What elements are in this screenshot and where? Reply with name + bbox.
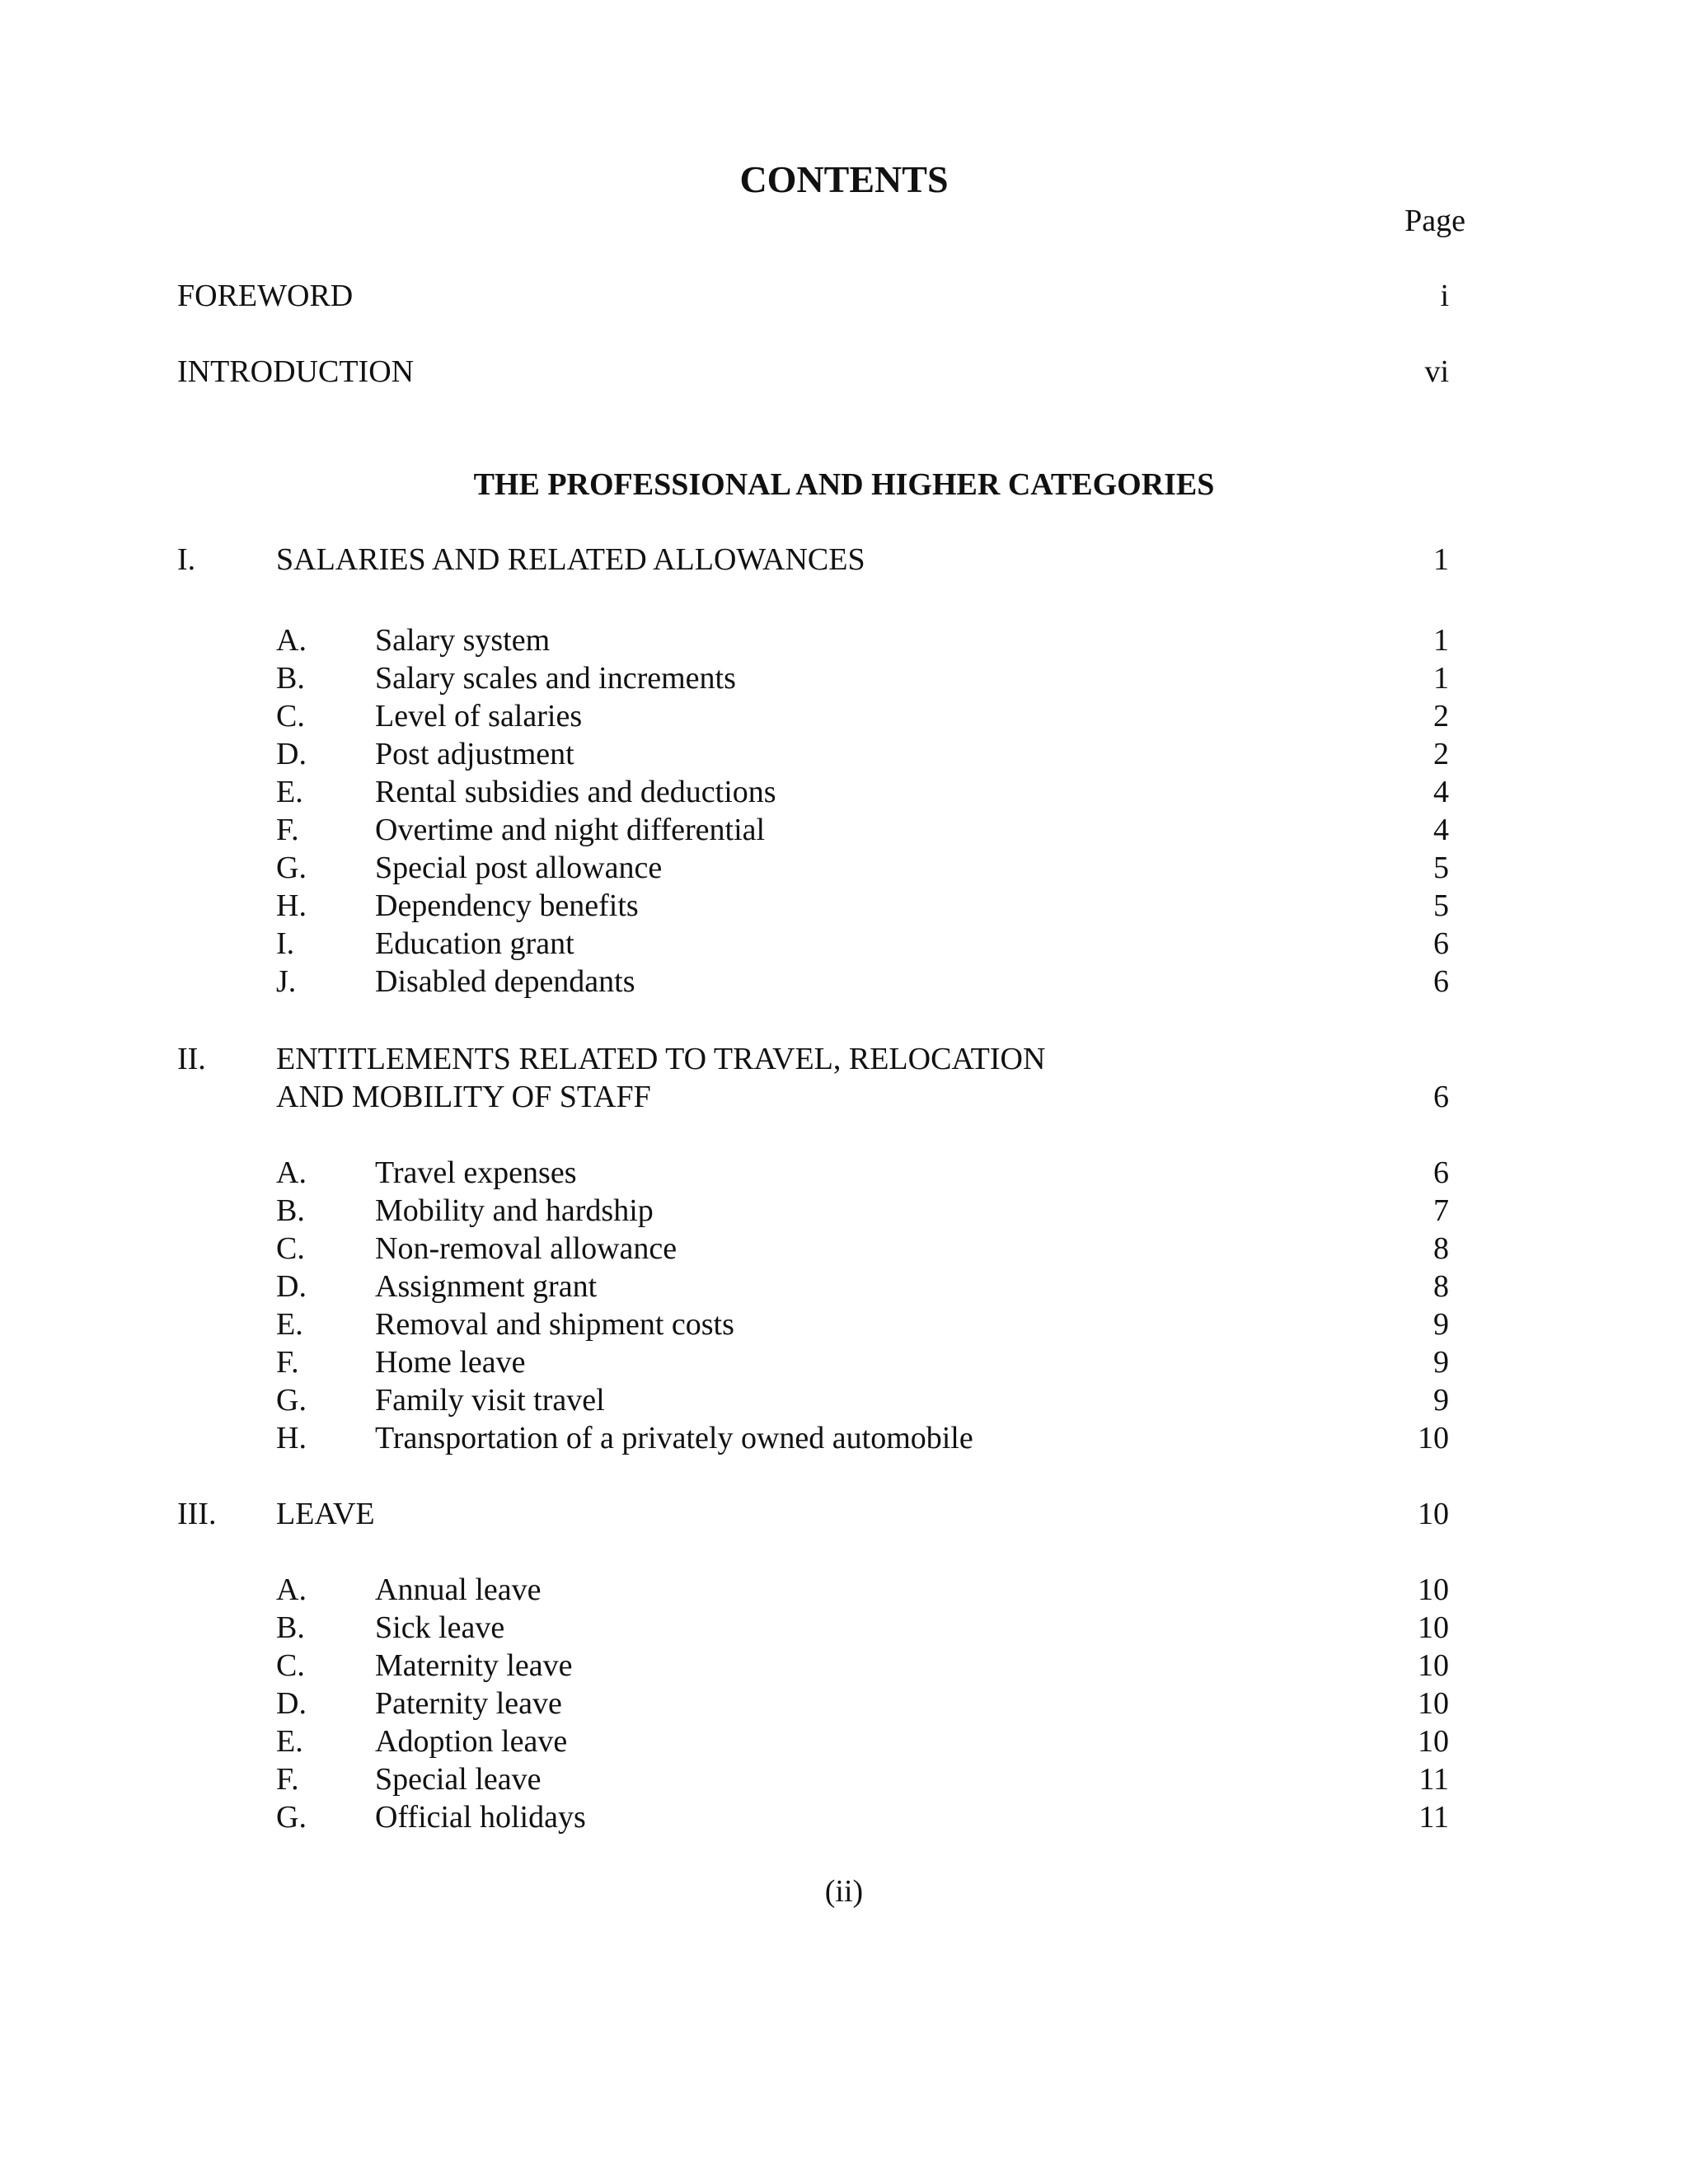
section-letter: E. — [276, 1724, 303, 1759]
section-title: Transportation of a privately owned automobile — [375, 1421, 973, 1455]
section-page: 1 — [1433, 623, 1449, 658]
section-page: 10 — [1418, 1724, 1449, 1759]
section-page: 9 — [1433, 1307, 1449, 1342]
section-letter: A. — [276, 623, 307, 658]
section-letter: B. — [276, 1193, 305, 1228]
section-page: 5 — [1433, 851, 1449, 885]
section-page: 2 — [1433, 699, 1449, 733]
section-page: 4 — [1433, 813, 1449, 847]
toc-section — [0, 735, 1688, 773]
toc-section — [0, 1192, 1688, 1230]
section-letter: G. — [276, 851, 307, 885]
section-page: 6 — [1433, 1155, 1449, 1190]
section-page: 9 — [1433, 1345, 1449, 1380]
section-title: Salary scales and increments — [375, 661, 736, 696]
section-title: Disabled dependants — [375, 964, 635, 999]
section-page: 10 — [1418, 1648, 1449, 1683]
section-letter: A. — [276, 1155, 307, 1190]
section-title: Level of salaries — [375, 699, 583, 733]
section-letter: A. — [276, 1572, 307, 1607]
section-letter: C. — [276, 699, 305, 733]
section-page: 6 — [1433, 964, 1449, 999]
chapter-page: 6 — [1433, 1080, 1449, 1114]
toc-entry-foreword — [0, 277, 1688, 315]
toc-section — [0, 1571, 1688, 1609]
toc-section — [0, 887, 1688, 925]
section-page: 2 — [1433, 737, 1449, 771]
chapter-numeral: II. — [177, 1042, 206, 1076]
section-page: 4 — [1433, 775, 1449, 809]
section-page: 9 — [1433, 1383, 1449, 1418]
section-letter: E. — [276, 775, 303, 809]
toc-section — [0, 1381, 1688, 1419]
section-page: 10 — [1418, 1610, 1449, 1645]
section-title: Paternity leave — [375, 1686, 562, 1721]
toc-section — [0, 925, 1688, 963]
section-letter: F. — [276, 813, 299, 847]
section-title: Assignment grant — [375, 1269, 598, 1304]
section-title: Travel expenses — [375, 1155, 577, 1190]
section-title: Official holidays — [375, 1800, 586, 1835]
section-letter: H. — [276, 888, 307, 923]
section-page: 10 — [1418, 1421, 1449, 1455]
section-letter: H. — [276, 1421, 307, 1455]
toc-section — [0, 773, 1688, 811]
toc-entry-label: INTRODUCTION — [177, 354, 415, 389]
section-page: 6 — [1433, 926, 1449, 961]
section-page: 10 — [1418, 1572, 1449, 1607]
section-letter: C. — [276, 1648, 305, 1683]
chapter-page: 1 — [1433, 542, 1449, 577]
toc-entry-page: i — [1440, 279, 1449, 313]
section-letter: J. — [276, 964, 297, 999]
page-number-footer: (ii) — [824, 1874, 864, 1909]
section-letter: I. — [276, 926, 295, 961]
chapter-numeral: III. — [177, 1497, 217, 1531]
section-letter: G. — [276, 1800, 307, 1835]
section-letter: B. — [276, 661, 305, 696]
toc-section — [0, 963, 1688, 1001]
chapter-title: LEAVE — [276, 1497, 375, 1531]
toc-chapter-1 — [0, 541, 1688, 579]
toc-chapter-2 — [0, 1040, 1688, 1078]
section-page: 1 — [1433, 661, 1449, 696]
section-letter: C. — [276, 1231, 305, 1266]
toc-section — [0, 811, 1688, 849]
section-page: 10 — [1418, 1686, 1449, 1721]
section-letter: B. — [276, 1610, 305, 1645]
toc-entry-label: FOREWORD — [177, 279, 354, 313]
toc-section — [0, 849, 1688, 887]
section-letter: D. — [276, 1686, 307, 1721]
toc-section — [0, 697, 1688, 735]
page-title: CONTENTS — [739, 158, 949, 200]
section-title: Mobility and hardship — [375, 1193, 654, 1228]
section-page: 8 — [1433, 1231, 1449, 1266]
section-title: Home leave — [375, 1345, 526, 1380]
section-title: Family visit travel — [375, 1383, 605, 1418]
chapter-title: SALARIES AND RELATED ALLOWANCES — [276, 542, 865, 577]
section-title: Dependency benefits — [375, 888, 639, 923]
category-heading: THE PROFESSIONAL AND HIGHER CATEGORIES — [473, 467, 1215, 502]
toc-section — [0, 659, 1688, 697]
section-letter: D. — [276, 1269, 307, 1304]
section-page: 7 — [1433, 1193, 1449, 1228]
toc-section — [0, 1268, 1688, 1305]
chapter-numeral: I. — [177, 542, 196, 577]
section-title: Removal and shipment costs — [375, 1307, 734, 1342]
section-title: Maternity leave — [375, 1648, 573, 1683]
section-title: Non-removal allowance — [375, 1231, 678, 1266]
chapter-title-line-2: AND MOBILITY OF STAFF — [276, 1080, 651, 1114]
chapter-title-line-1: ENTITLEMENTS RELATED TO TRAVEL, RELOCATION — [276, 1042, 1046, 1076]
toc-section — [0, 1305, 1688, 1343]
section-title: Post adjustment — [375, 737, 574, 771]
page-column-header: Page — [1404, 204, 1465, 238]
toc-section — [0, 1609, 1688, 1647]
toc-section — [0, 1722, 1688, 1760]
section-title: Overtime and night differential — [375, 813, 766, 847]
toc-section — [0, 1685, 1688, 1722]
toc-chapter-3 — [0, 1495, 1688, 1533]
section-letter: F. — [276, 1762, 299, 1797]
toc-section — [0, 1343, 1688, 1381]
toc-section — [0, 1230, 1688, 1268]
section-page: 8 — [1433, 1269, 1449, 1304]
section-page: 5 — [1433, 888, 1449, 923]
toc-section — [0, 1798, 1688, 1836]
section-letter: D. — [276, 737, 307, 771]
section-letter: F. — [276, 1345, 299, 1380]
chapter-page: 10 — [1418, 1497, 1449, 1531]
section-page: 11 — [1418, 1762, 1449, 1797]
section-title: Salary system — [375, 623, 551, 658]
section-title: Sick leave — [375, 1610, 505, 1645]
toc-section — [0, 1760, 1688, 1798]
toc-entry-introduction — [0, 353, 1688, 391]
toc-section — [0, 621, 1688, 659]
toc-section — [0, 1419, 1688, 1457]
section-title: Special leave — [375, 1762, 542, 1797]
section-title: Annual leave — [375, 1572, 542, 1607]
section-title: Rental subsidies and deductions — [375, 775, 776, 809]
toc-section — [0, 1647, 1688, 1685]
section-title: Education grant — [375, 926, 574, 961]
section-letter: G. — [276, 1383, 307, 1418]
section-letter: E. — [276, 1307, 303, 1342]
section-title: Special post allowance — [375, 851, 663, 885]
toc-section — [0, 1154, 1688, 1192]
section-page: 11 — [1418, 1800, 1449, 1835]
section-title: Adoption leave — [375, 1724, 568, 1759]
toc-entry-page: vi — [1424, 354, 1449, 389]
toc-chapter-2-continued — [0, 1078, 1688, 1116]
